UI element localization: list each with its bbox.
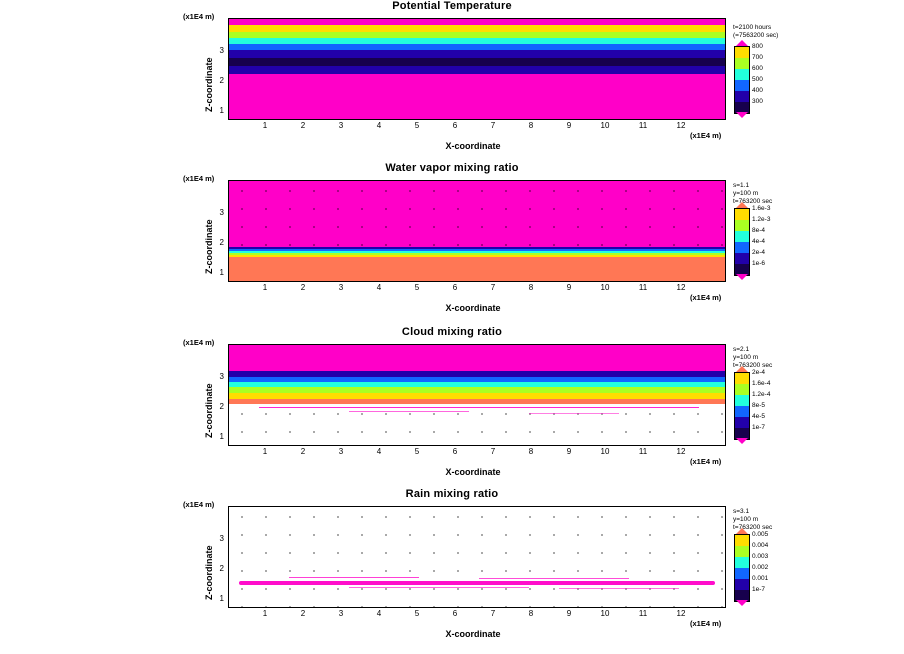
colorbar-segment <box>735 58 749 69</box>
colorbar-label: 1.2e-4 <box>752 391 771 398</box>
colorbar-label: 0.004 <box>752 542 769 549</box>
colorbar-label: 1e-7 <box>752 586 766 593</box>
contour-band <box>229 66 725 74</box>
y-tick: 1 <box>219 594 224 603</box>
contour-line <box>259 407 699 408</box>
colorbar-label: 2e-4 <box>752 249 766 256</box>
x-tick: 2 <box>300 447 306 456</box>
x-unit-label: (x1E4 m) <box>690 457 722 466</box>
colorbar-label: 700 <box>752 54 763 61</box>
y-axis-label: Z-coordinate <box>204 219 214 274</box>
annotation-y: y=100 m <box>733 516 759 523</box>
y-tick: 3 <box>219 372 224 381</box>
x-axis-label: X-coordinate <box>445 629 501 639</box>
annotation-time-sec: (=7563200 sec) <box>733 32 779 39</box>
x-unit-label: (x1E4 m) <box>690 619 722 628</box>
contour-band <box>229 50 725 58</box>
x-tick: 8 <box>528 609 534 618</box>
y-unit-label: (x1E4 m) <box>183 338 215 347</box>
colorbar-arrow-down-icon <box>736 438 748 444</box>
x-tick: 7 <box>490 121 496 130</box>
x-tick: 10 <box>600 447 610 456</box>
annotation-time-sec: t=763200 sec <box>733 362 773 369</box>
x-tick: 10 <box>600 609 610 618</box>
x-tick: 11 <box>638 283 648 292</box>
x-axis-label: X-coordinate <box>445 467 501 477</box>
annotation-time-sec: t=763200 sec <box>733 198 773 205</box>
contour-line <box>479 578 629 579</box>
y-tick: 1 <box>219 106 224 115</box>
plot-area-rain <box>228 506 726 608</box>
contour-line <box>349 587 529 588</box>
colorbar-label: 0.002 <box>752 564 769 571</box>
x-unit-label: (x1E4 m) <box>690 131 722 140</box>
x-tick: 7 <box>490 609 496 618</box>
x-tick: 5 <box>414 447 420 456</box>
panel-title: Water vapor mixing ratio <box>385 162 519 174</box>
x-tick: 3 <box>338 447 344 456</box>
x-tick: 11 <box>638 447 648 456</box>
colorbar-potential-temperature <box>734 46 750 114</box>
x-axis-label: X-coordinate <box>445 141 501 151</box>
colorbar-segment <box>735 568 749 579</box>
colorbar-label: 4e-4 <box>752 238 766 245</box>
colorbar-segment <box>735 535 749 546</box>
annotation-time: t=2100 hours <box>733 24 772 31</box>
x-tick: 11 <box>638 121 648 130</box>
y-tick: 2 <box>219 238 224 247</box>
x-tick: 9 <box>566 447 572 456</box>
colorbar-water-vapor <box>734 208 750 276</box>
colorbar-label: 500 <box>752 76 763 83</box>
x-tick: 5 <box>414 121 420 130</box>
contour-band <box>229 181 725 247</box>
y-axis-label: Z-coordinate <box>204 383 214 438</box>
grid-dots <box>229 507 725 607</box>
y-tick: 3 <box>219 208 224 217</box>
x-tick: 1 <box>262 283 268 292</box>
panel-rain-mixing-ratio <box>0 488 904 654</box>
annotation-s: s=2.1 <box>733 346 750 353</box>
colorbar-arrow-down-icon <box>736 112 748 118</box>
y-tick: 3 <box>219 46 224 55</box>
colorbar-cloud <box>734 372 750 440</box>
colorbar-arrow-down-icon <box>736 274 748 280</box>
contour-line <box>349 411 469 412</box>
x-tick: 1 <box>262 121 268 130</box>
colorbar-label: 0.003 <box>752 553 769 560</box>
colorbar-label: 300 <box>752 98 763 105</box>
colorbar-label: 1e-7 <box>752 424 766 431</box>
colorbar-label: 0.001 <box>752 575 769 582</box>
annotation-y: y=100 m <box>733 354 759 361</box>
x-tick: 6 <box>452 283 458 292</box>
colorbar-label: 1.6e-4 <box>752 380 771 387</box>
contour-band <box>229 345 725 371</box>
x-tick: 10 <box>600 121 610 130</box>
y-unit-label: (x1E4 m) <box>183 12 215 21</box>
colorbar-segment <box>735 579 749 590</box>
panel-cloud-mixing-ratio <box>0 326 904 488</box>
colorbar-label: 1.2e-3 <box>752 216 771 223</box>
x-tick: 9 <box>566 283 572 292</box>
colorbar-segment <box>735 231 749 242</box>
y-tick: 3 <box>219 534 224 543</box>
x-tick: 2 <box>300 121 306 130</box>
panel-potential-temperature <box>0 0 904 160</box>
colorbar-label: 8e-4 <box>752 227 766 234</box>
colorbar-segment <box>735 209 749 220</box>
contour-band <box>229 74 725 119</box>
contour-line <box>289 577 419 578</box>
colorbar-segment <box>735 69 749 80</box>
colorbar-label: 800 <box>752 43 763 50</box>
colorbar-segment <box>735 80 749 91</box>
plot-area-cloud <box>228 344 726 446</box>
colorbar-segment <box>735 253 749 264</box>
x-tick: 6 <box>452 121 458 130</box>
colorbar-rain <box>734 534 750 602</box>
x-tick: 12 <box>676 609 686 618</box>
x-tick: 3 <box>338 609 344 618</box>
colorbar-label: 400 <box>752 87 763 94</box>
x-tick: 8 <box>528 121 534 130</box>
plot-area-water-vapor <box>228 180 726 282</box>
panel-water-vapor-mixing-ratio <box>0 162 904 324</box>
y-tick: 2 <box>219 564 224 573</box>
x-tick: 12 <box>676 283 686 292</box>
colorbar-label: 600 <box>752 65 763 72</box>
x-tick: 6 <box>452 447 458 456</box>
colorbar-label: 1.6e-3 <box>752 205 771 212</box>
x-tick: 3 <box>338 283 344 292</box>
contour-line <box>559 588 679 589</box>
x-tick: 2 <box>300 283 306 292</box>
x-tick: 3 <box>338 121 344 130</box>
colorbar-segment <box>735 406 749 417</box>
colorbar-segment <box>735 91 749 102</box>
x-tick: 9 <box>566 609 572 618</box>
x-tick: 12 <box>676 121 686 130</box>
colorbar-arrow-down-icon <box>736 600 748 606</box>
x-tick: 8 <box>528 283 534 292</box>
x-tick: 5 <box>414 283 420 292</box>
colorbar-segment <box>735 47 749 58</box>
x-tick: 4 <box>376 283 382 292</box>
panel-title: Cloud mixing ratio <box>401 326 503 338</box>
x-tick: 12 <box>676 447 686 456</box>
x-tick: 4 <box>376 609 382 618</box>
x-tick: 5 <box>414 609 420 618</box>
colorbar-segment <box>735 557 749 568</box>
x-tick: 6 <box>452 609 458 618</box>
colorbar-segment <box>735 384 749 395</box>
colorbar-label: 8e-5 <box>752 402 766 409</box>
colorbar-label: 1e-6 <box>752 260 766 267</box>
y-tick: 1 <box>219 268 224 277</box>
annotation-y: y=100 m <box>733 190 759 197</box>
x-tick: 7 <box>490 283 496 292</box>
colorbar-segment <box>735 546 749 557</box>
colorbar-segment <box>735 220 749 231</box>
y-axis-label: Z-coordinate <box>204 57 214 112</box>
contour-band <box>239 581 715 585</box>
x-unit-label: (x1E4 m) <box>690 293 722 302</box>
annotation-s: s=3.1 <box>733 508 750 515</box>
contour-band <box>229 404 725 445</box>
colorbar-segment <box>735 417 749 428</box>
colorbar-label: 4e-5 <box>752 413 766 420</box>
x-tick: 2 <box>300 609 306 618</box>
colorbar-segment <box>735 395 749 406</box>
y-tick: 2 <box>219 402 224 411</box>
x-tick: 4 <box>376 121 382 130</box>
colorbar-segment <box>735 242 749 253</box>
y-unit-label: (x1E4 m) <box>183 174 215 183</box>
y-unit-label: (x1E4 m) <box>183 500 215 509</box>
y-tick: 1 <box>219 432 224 441</box>
plot-area-potential-temperature <box>228 18 726 120</box>
x-tick: 8 <box>528 447 534 456</box>
x-tick: 7 <box>490 447 496 456</box>
contour-band <box>229 257 725 281</box>
x-tick: 1 <box>262 447 268 456</box>
contour-line <box>529 413 619 414</box>
colorbar-segment <box>735 373 749 384</box>
x-tick: 4 <box>376 447 382 456</box>
annotation-time-sec: t=763200 sec <box>733 524 773 531</box>
panel-title: Potential Temperature <box>392 0 512 12</box>
x-axis-label: X-coordinate <box>445 303 501 313</box>
contour-band <box>229 58 725 66</box>
x-tick: 11 <box>638 609 648 618</box>
colorbar-label: 0.005 <box>752 531 769 538</box>
x-tick: 1 <box>262 609 268 618</box>
contour-band <box>229 25 725 32</box>
colorbar-label: 2e-4 <box>752 369 766 376</box>
y-axis-label: Z-coordinate <box>204 545 214 600</box>
y-tick: 2 <box>219 76 224 85</box>
x-tick: 10 <box>600 283 610 292</box>
x-tick: 9 <box>566 121 572 130</box>
panel-title: Rain mixing ratio <box>405 488 499 500</box>
annotation-s: s=1.1 <box>733 182 750 189</box>
